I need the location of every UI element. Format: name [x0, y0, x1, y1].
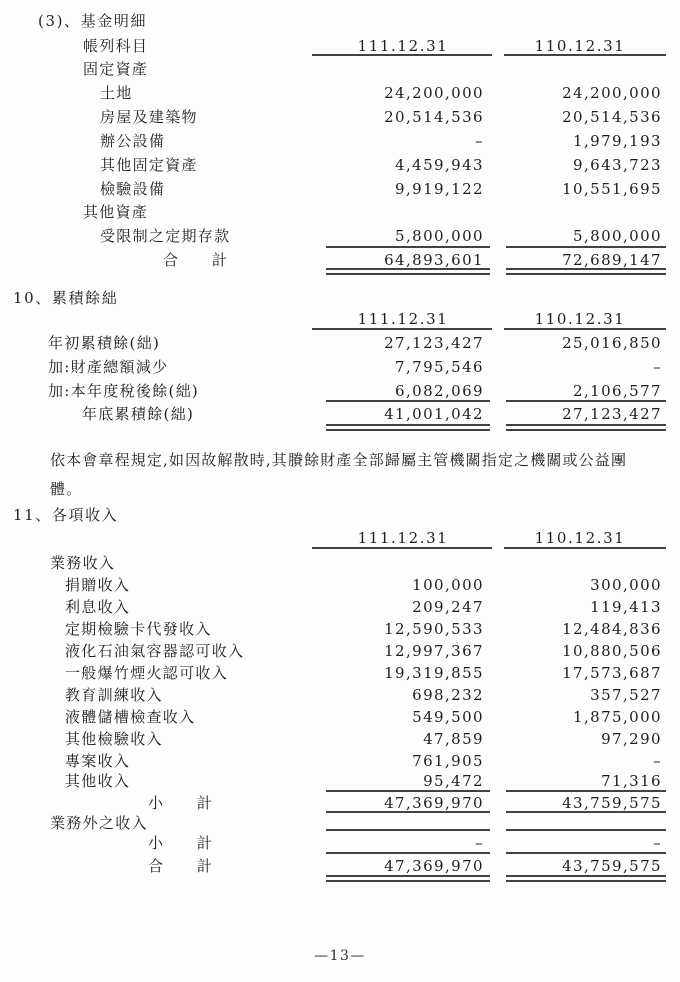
row-label: 教育訓練收入 — [65, 686, 163, 704]
amount-prior: 25,016,850 — [562, 334, 662, 352]
row-label: 液體儲槽檢查收入 — [65, 708, 196, 726]
table-row — [0, 685, 680, 706]
amount-current: 5,800,000 — [395, 227, 484, 245]
total-row — [0, 856, 680, 877]
total-amount-current: 47,369,970 — [384, 857, 484, 875]
grand-total-rule — [326, 875, 490, 882]
table-row — [0, 381, 680, 402]
row-label: 其他收入 — [65, 772, 131, 790]
table-row — [0, 597, 680, 618]
table-row — [0, 641, 680, 662]
amount-current: 27,123,427 — [384, 334, 484, 352]
amount-current: 12,997,367 — [384, 642, 484, 660]
total-amount-prior: 27,123,427 — [562, 405, 662, 423]
subtotal-amount-current: – — [475, 834, 484, 852]
subtotal-label: 小 計 — [148, 794, 214, 812]
amount-prior: – — [653, 752, 662, 770]
section-title: 10、累積餘絀 — [13, 289, 119, 307]
table-row — [0, 226, 680, 247]
column-header-prior: 110.12.31 — [534, 37, 626, 55]
amount-prior: 24,200,000 — [562, 84, 662, 102]
row-label: 檢驗設備 — [100, 180, 166, 198]
total-amount-prior: 72,689,147 — [562, 251, 662, 269]
subtotal-rule — [506, 829, 666, 831]
amount-prior: 9,643,723 — [573, 156, 662, 174]
amount-current: 761,905 — [412, 752, 484, 770]
table-row — [0, 619, 680, 640]
header-rule — [504, 54, 666, 56]
row-label: 其他資產 — [83, 203, 149, 221]
column-header-current: 111.12.31 — [357, 37, 449, 55]
subtotal-row — [0, 833, 680, 854]
row-label: 土地 — [100, 84, 133, 102]
column-header-current: 111.12.31 — [357, 529, 449, 547]
subtotal-amount-current: 47,369,970 — [384, 794, 484, 812]
header-rule — [312, 547, 492, 549]
subtotal-rule — [506, 400, 666, 402]
header-rule — [312, 328, 492, 330]
amount-current: 7,795,546 — [395, 358, 484, 376]
amount-current: – — [475, 132, 484, 150]
header-rule — [504, 547, 666, 549]
amount-prior: 5,800,000 — [573, 227, 662, 245]
subtotal-amount-prior: – — [653, 834, 662, 852]
row-label: 年底累積餘(絀) — [82, 405, 195, 423]
grand-total-rule — [506, 875, 666, 882]
amount-current: 100,000 — [412, 576, 484, 594]
amount-current: 549,500 — [412, 708, 484, 726]
amount-prior: – — [653, 358, 662, 376]
row-label: 辦公設備 — [100, 132, 166, 150]
amount-prior: 119,413 — [590, 598, 662, 616]
amount-current: 47,859 — [423, 730, 484, 748]
total-row — [0, 404, 680, 425]
amount-current: 12,590,533 — [384, 620, 484, 638]
section-heading-surplus — [0, 288, 680, 309]
header-rule — [504, 328, 666, 330]
table-header-row — [0, 528, 680, 549]
table-row — [0, 179, 680, 200]
row-label: 利息收入 — [65, 598, 131, 616]
amount-current: 9,919,122 — [395, 180, 484, 198]
amount-prior: 71,316 — [601, 772, 662, 790]
amount-prior: 10,551,695 — [562, 180, 662, 198]
section-heading-revenue — [0, 505, 680, 526]
amount-prior: 357,527 — [590, 686, 662, 704]
subtotal-amount-prior: 43,759,575 — [562, 794, 662, 812]
amount-current: 6,082,069 — [395, 382, 484, 400]
row-label: 捐贈收入 — [65, 576, 131, 594]
header-rule — [312, 54, 492, 56]
amount-prior: 12,484,836 — [562, 620, 662, 638]
dissolution-note: 依本會章程規定,如因故解散時,其賸餘財產全部歸屬主管機關指定之機關或公益團體。 — [50, 451, 628, 498]
section-heading-fund — [0, 11, 680, 32]
subtotal-rule — [326, 790, 490, 792]
column-header-prior: 110.12.31 — [534, 529, 626, 547]
table-row — [0, 333, 680, 354]
row-label: 液化石油氣容器認可收入 — [65, 642, 245, 660]
row-label: 固定資產 — [83, 60, 149, 78]
row-label: 受限制之定期存款 — [100, 227, 231, 245]
amount-current: 209,247 — [412, 598, 484, 616]
table-row — [0, 707, 680, 728]
group-row — [0, 553, 680, 574]
subtotal-rule — [326, 852, 490, 854]
row-label: 加:本年度稅後餘(絀) — [48, 382, 200, 400]
column-header-prior: 110.12.31 — [534, 310, 626, 328]
table-row — [0, 771, 680, 792]
grand-total-rule — [326, 424, 490, 431]
amount-prior: 1,979,193 — [573, 132, 662, 150]
row-label: 加:財產總額減少 — [48, 358, 169, 376]
row-label: 一般爆竹煙火認可收入 — [65, 664, 229, 682]
page-number: —13— — [314, 948, 366, 964]
table-row — [0, 59, 680, 80]
grand-total-rule — [326, 268, 490, 275]
account-column-label: 帳列科目 — [83, 37, 149, 55]
total-label: 合 計 — [148, 857, 214, 875]
table-row — [0, 663, 680, 684]
grand-total-rule — [506, 268, 666, 275]
table-row — [0, 202, 680, 223]
row-label: 年初累積餘(絀) — [48, 334, 161, 352]
amount-current: 4,459,943 — [395, 156, 484, 174]
amount-prior: 20,514,536 — [562, 108, 662, 126]
subtotal-rule — [326, 246, 490, 248]
amount-current: 20,514,536 — [384, 108, 484, 126]
table-header-row — [0, 309, 680, 330]
total-amount-current: 64,893,601 — [384, 251, 484, 269]
subtotal-rule — [506, 790, 666, 792]
row-label: 其他檢驗收入 — [65, 730, 163, 748]
table-row — [0, 575, 680, 596]
amount-prior: 17,573,687 — [562, 664, 662, 682]
table-row — [0, 155, 680, 176]
table-row — [0, 83, 680, 104]
subtotal-rule — [506, 246, 666, 248]
column-header-current: 111.12.31 — [357, 310, 449, 328]
total-label: 合 計 — [163, 251, 229, 269]
amount-current: 698,232 — [412, 686, 484, 704]
amount-current: 19,319,855 — [384, 664, 484, 682]
amount-prior: 97,290 — [601, 730, 662, 748]
subtotal-rule — [506, 852, 666, 854]
amount-prior: 1,875,000 — [573, 708, 662, 726]
section-title: 11、各項收入 — [13, 506, 119, 524]
table-row — [0, 729, 680, 750]
group-label: 業務外之收入 — [50, 814, 148, 832]
amount-current: 24,200,000 — [384, 84, 484, 102]
subtotal-rule — [326, 400, 490, 402]
group-label: 業務收入 — [50, 554, 116, 572]
table-row — [0, 107, 680, 128]
amount-current: 95,472 — [423, 772, 484, 790]
total-amount-current: 41,001,042 — [384, 405, 484, 423]
amount-prior: 300,000 — [590, 576, 662, 594]
amount-prior: 2,106,577 — [573, 382, 662, 400]
table-row — [0, 131, 680, 152]
subtotal-label: 小 計 — [148, 834, 214, 852]
row-label: 專案收入 — [65, 752, 131, 770]
row-label: 房屋及建築物 — [100, 108, 198, 126]
total-amount-prior: 43,759,575 — [562, 857, 662, 875]
section-title: (3)、基金明細 — [38, 12, 148, 30]
subtotal-rule — [326, 829, 490, 831]
row-label: 定期檢驗卡代發收入 — [65, 620, 212, 638]
row-label: 其他固定資產 — [100, 156, 198, 174]
amount-prior: 10,880,506 — [562, 642, 662, 660]
table-row — [0, 751, 680, 772]
table-row — [0, 357, 680, 378]
grand-total-rule — [506, 424, 666, 431]
